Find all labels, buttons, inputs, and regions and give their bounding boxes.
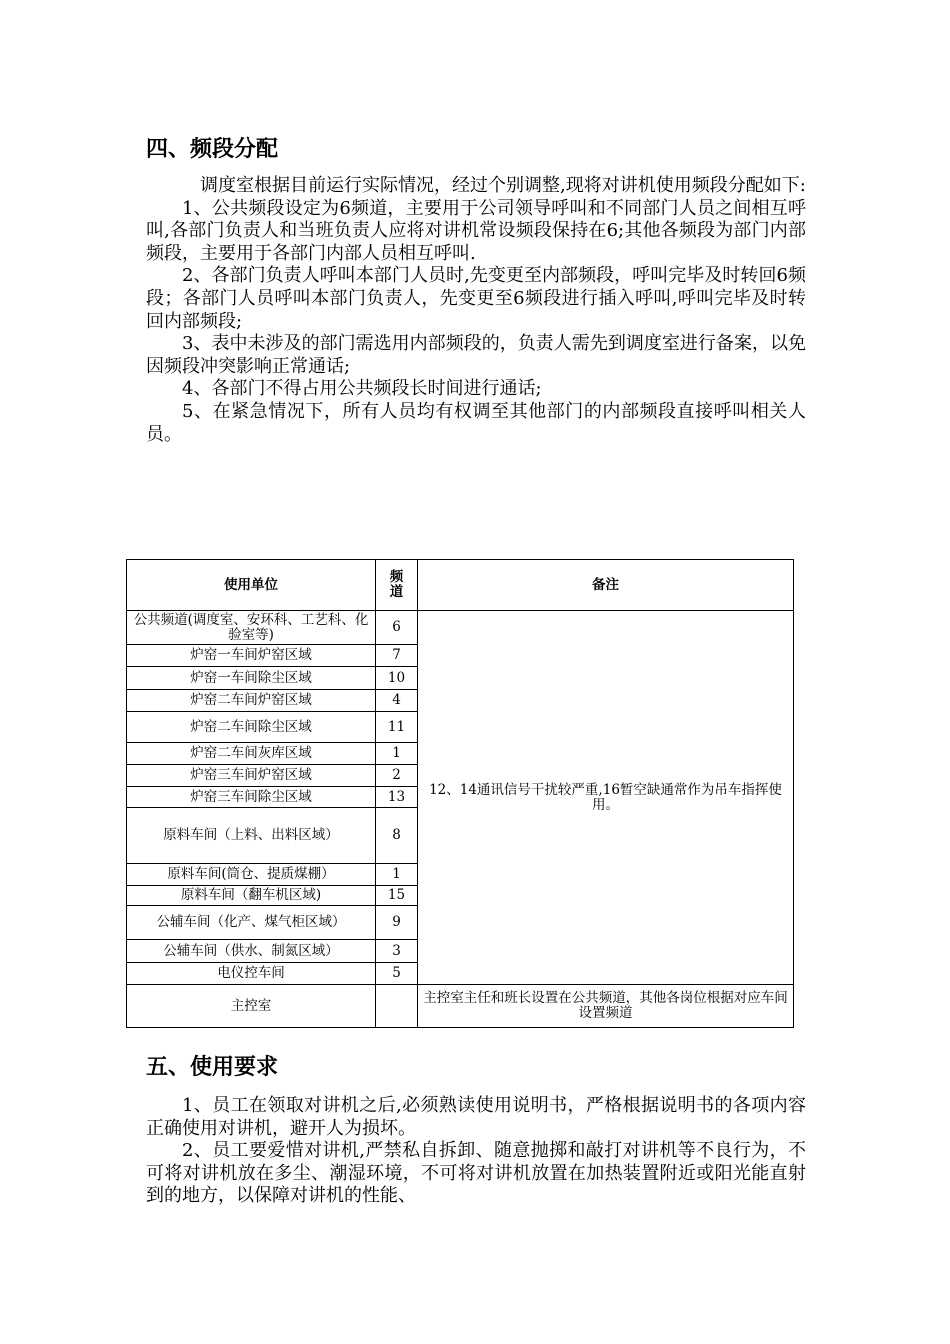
header-note: 备注 [418,560,794,611]
note-cell: 主控室主任和班长设置在公共频道，其他各岗位根据对应车间设置频道 [418,985,794,1028]
channel-cell: 9 [376,906,418,940]
channel-cell: 11 [376,712,418,743]
paragraph: 3、表中未涉及的部门需选用内部频段的，负责人需先到调度室进行备案，以免因频段冲突影响正常通话; [146,333,806,377]
frequency-table [126,559,794,1028]
unit-cell: 主控室 [127,985,376,1028]
channel-cell: 13 [376,787,418,808]
header-channel: 频道 [376,560,418,611]
paragraph: 调度室根据目前运行实际情况，经过个别调整,现将对讲机使用频段分配如下: [200,175,806,196]
channel-cell: 1 [376,864,418,886]
table-header-row [127,560,794,611]
header-unit: 使用单位 [127,560,376,611]
section-4-body [146,175,806,446]
unit-cell: 炉窑一车间炉窑区域 [127,645,376,667]
unit-cell: 炉窑一车间除尘区域 [127,667,376,690]
paragraph: 1、公共频段设定为6频道，主要用于公司领导呼叫和不同部门人员之间相互呼叫,各部门负责人和当班负责人应将对讲机常设频段保持在6;其他各频段为部门内部频段，主要用于各部门内部人员相互呼叫. [146,197,806,264]
table-row [127,985,794,1028]
channel-cell: 5 [376,963,418,985]
unit-cell: 公共频道(调度室、安环科、工艺科、化验室等) [127,611,376,645]
unit-cell: 原料车间（翻车机区域) [127,886,376,906]
unit-cell: 炉窑二车间灰库区域 [127,743,376,765]
paragraph: 5、在紧急情况下，所有人员均有权调至其他部门的内部频段直接呼叫相关人员。 [146,400,806,445]
unit-cell: 炉窑三车间炉窑区域 [127,765,376,787]
unit-cell: 原料车间(筒仓、提质煤棚） [127,864,376,886]
paragraph: 1、员工在领取对讲机之后,必须熟读使用说明书，严格根据说明书的各项内容正确使用对讲机，避开人为损坏。 [146,1095,806,1139]
paragraph: 2、员工要爱惜对讲机,严禁私自拆卸、随意抛掷和敲打对讲机等不良行为，不可将对讲机放在多尘、潮湿环境，不可将对讲机放置在加热装置附近或阳光能直射到的地方，以保障对讲机的性能、 [146,1140,806,1207]
unit-cell: 公辅车间（化产、煤气柜区域） [127,906,376,940]
channel-cell: 15 [376,886,418,906]
unit-cell: 炉窑三车间除尘区域 [127,787,376,808]
channel-cell: 7 [376,645,418,667]
channel-cell: 2 [376,765,418,787]
paragraph: 2、各部门负责人呼叫本部门人员时,先变更至内部频段，呼叫完毕及时转回6频段；各部门人员呼叫本部门负责人，先变更至6频段进行插入呼叫,呼叫完毕及时转回内部频段; [146,265,806,332]
channel-cell: 4 [376,690,418,712]
unit-cell: 炉窑二车间炉窑区域 [127,690,376,712]
table-row [127,611,794,645]
section-5-heading: 五、使用要求 [146,1055,279,1080]
section-4-heading: 四、频段分配 [146,137,279,162]
unit-cell: 炉窑二车间除尘区域 [127,712,376,743]
paragraph: 4、各部门不得占用公共频段长时间进行通话; [182,378,542,400]
channel-cell: 10 [376,667,418,690]
note-cell: 12、14通讯信号干扰较严重,16暂空缺通常作为吊车指挥使用。 [418,611,794,985]
channel-cell [376,985,418,1028]
unit-cell: 电仪控车间 [127,963,376,985]
section-5-body [146,1095,806,1208]
channel-cell: 8 [376,808,418,864]
unit-cell: 原料车间（上料、出料区域） [127,808,376,864]
unit-cell: 公辅车间（供水、制氮区域） [127,940,376,963]
channel-cell: 1 [376,743,418,765]
channel-cell: 3 [376,940,418,963]
channel-cell: 6 [376,611,418,645]
